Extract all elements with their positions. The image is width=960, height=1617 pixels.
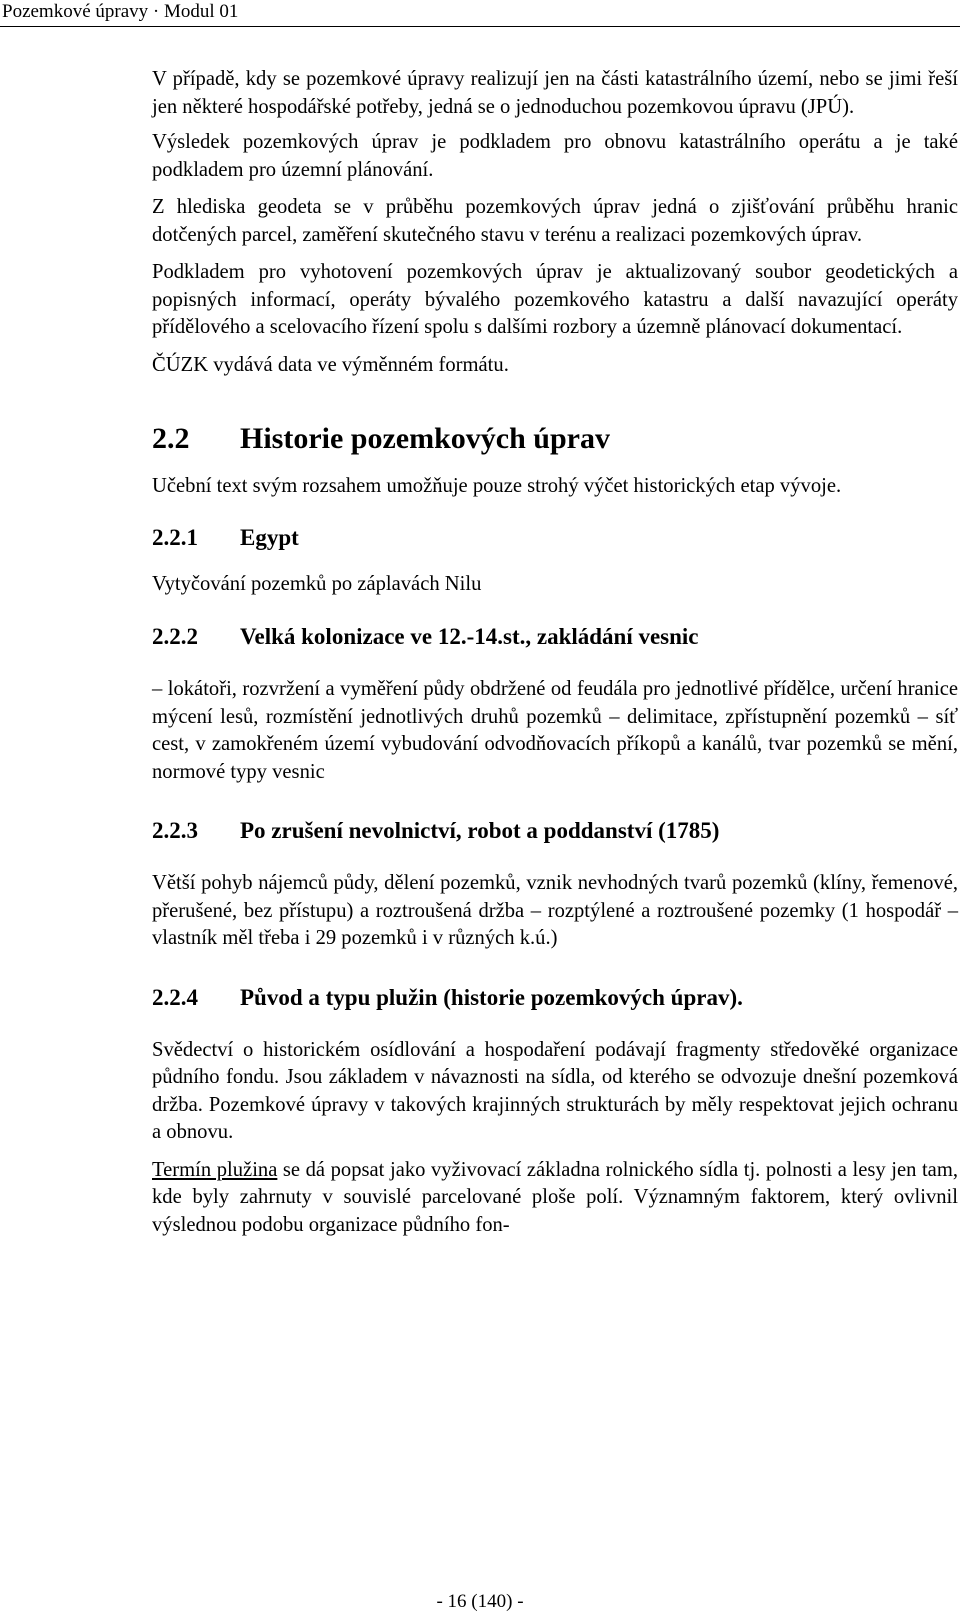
heading-2-2-3: [152, 816, 958, 846]
heading-2-2-4: [152, 983, 958, 1013]
paragraph-cuzk: ČÚZK vydává data ve výměnném formátu.: [152, 353, 509, 376]
heading-number: 2.2.2: [152, 624, 198, 649]
paragraph-podklady: Podkladem pro vyhotovení pozemkových úprav je aktualizovaný soubor geodetických a popisných informací, operáty bývalého pozemkového katastru a další navazující operáty přídělového a scelovacího řízení spolu s dalšími rozbory a územně plánovací dokumentací.: [152, 261, 958, 338]
heading-2-2-1: [152, 523, 958, 553]
header-divider: [0, 26, 960, 27]
paragraph-egypt: Vytyčování pozemků po záplavách Nilu: [152, 572, 482, 595]
heading-title: Egypt: [240, 524, 299, 550]
heading-2-2-2: [152, 622, 958, 652]
paragraph-pluzina: [152, 1157, 958, 1240]
paragraph-kolonizace: – lokátoři, rozvržení a vyměření půdy obdržené od feudála pro jednotlivé přídělce, určení hranice mýcení lesů, rozmístění jednotlivých druhů pozemků – delimitace, zpřístupnění pozemků – síť cest, v zamokřeném území vybudování odvodňovacích příkopů a kanálů, tvar pozemků se mění, normové typy vesnic: [152, 678, 958, 783]
paragraph-vysledek: Výsledek pozemkových úprav je podkladem pro obnovu katastrálního operátu a je také podkladem pro územní plánování.: [152, 131, 958, 181]
term-pluzina: Termín plužina: [152, 1158, 278, 1181]
heading-title: Historie pozemkových úprav: [240, 422, 610, 455]
heading-number: 2.2.3: [152, 818, 198, 843]
heading-2-2: [152, 421, 958, 457]
paragraph-jpu: V případě, kdy se pozemkové úpravy realizují jen na části katastrálního území, nebo se jimi řeší jen některé hospodářské potřeby, jedná se o jednoduchou pozemkovou úpravu (JPÚ).: [152, 68, 958, 118]
heading-number: 2.2: [152, 422, 190, 455]
page-header: [0, 0, 960, 24]
paragraph-nevolnictvi: Větší pohyb nájemců půdy, dělení pozemků, vznik nevhodných tvarů pozemků (klíny, řemenové, přerušené, bez přístupu) a roztroušená držba – rozptýlené a roztroušené pozemky (1 hospodář – vlastník měl třeba i 29 pozemků i v různých k.ú.): [152, 872, 958, 949]
header-title: Pozemkové úpravy · Modul 01: [2, 1, 239, 22]
paragraph-svedectvi: Svědectví o historickém osídlování a hospodaření podávají fragmenty středověké organizace půdního fondu. Jsou základem v návaznosti na sídla, od kterého se odvozuje dnešní pozemková držba. Pozemkové úpravy v takových krajinných strukturách by měly respektovat jejich ochranu a obnovu.: [152, 1038, 958, 1143]
heading-title: Původ a typu plužin (historie pozemkových úprav).: [240, 984, 743, 1010]
heading-number: 2.2.1: [152, 524, 198, 550]
heading-title: Po zrušení nevolnictví, robot a poddanství (1785): [240, 818, 720, 843]
paragraph-historie: Učební text svým rozsahem umožňuje pouze strohý výčet historických etap vývoje.: [152, 475, 842, 497]
paragraph-geodet: Z hlediska geodeta se v průběhu pozemkových úprav jedná o zjišťování průběhu hranic dotčených parcel, zaměření skutečného stavu v terénu a realizaci pozemkových úprav.: [152, 196, 958, 246]
heading-title: Velká kolonizace ve 12.-14.st., zakládání vesnic: [240, 624, 699, 649]
page-number: - 16 (140) -: [436, 1591, 524, 1612]
paragraph-pluzina-rest: se dá popsat jako vyživovací základna rolnického sídla tj. polnosti a lesy jen tam, kde byly zahrnuty v souvislé parcelované ploše polí. Významným faktorem, který ovlivnil výslednou podobu organizace půdního fon-: [152, 1158, 958, 1236]
heading-number: 2.2.4: [152, 984, 198, 1010]
page-content: [152, 66, 958, 1239]
